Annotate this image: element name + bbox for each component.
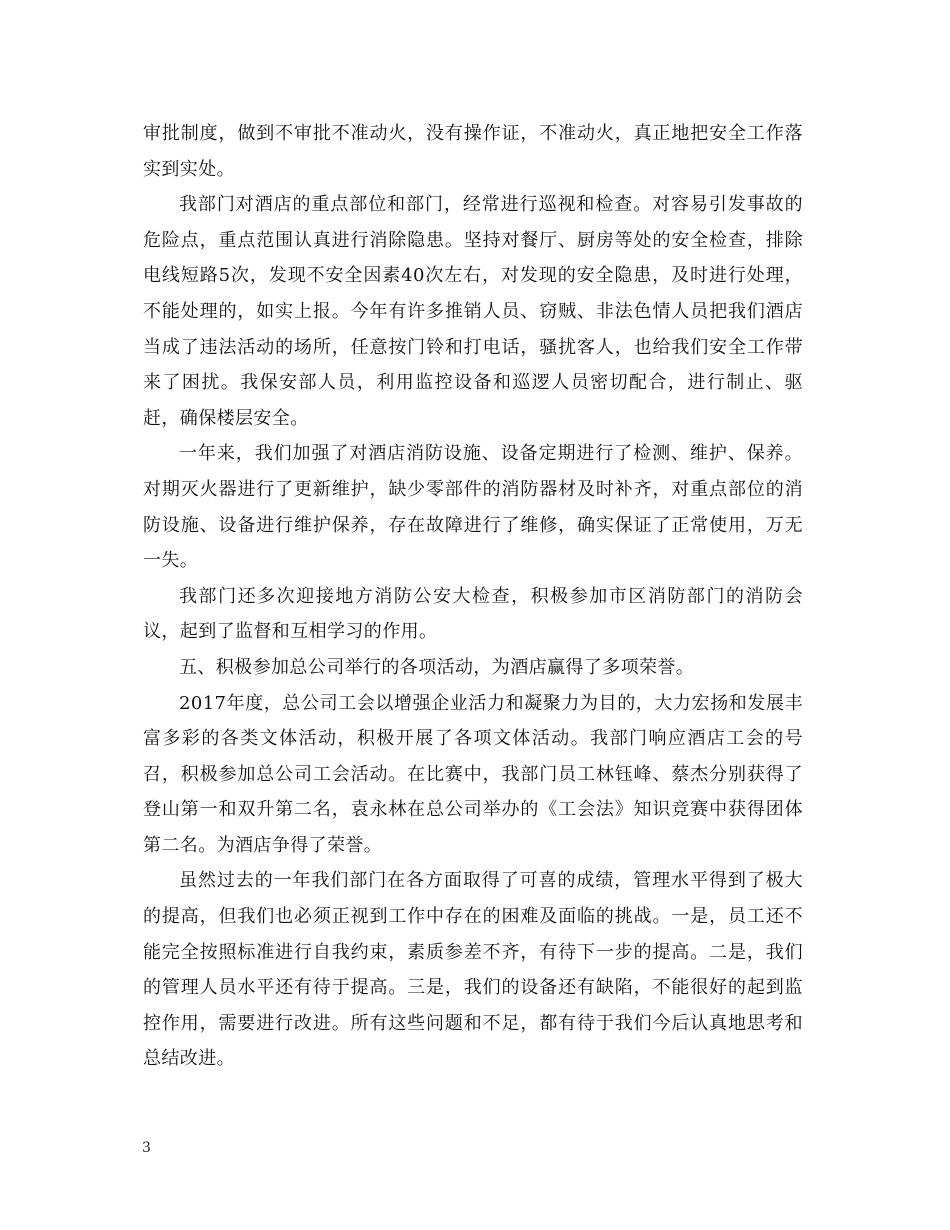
paragraph-7: 虽然过去的一年我们部门在各方面取得了可喜的成绩，管理水平得到了极大的提高，但我们也必须正视到工作中存在的困难及面临的挑战。一是，员工还不能完全按照标准进行自我约束，素质参差不齐，有待下一步的提高。二是，我们的管理人员水平还有待于提高。三是，我们的设备还有缺陷，不能很好的起到监控作用，需要进行改进。所有这些问题和不足，都有待于我们今后认真地思考和总结改进。 — [143, 870, 803, 1070]
paragraph-1: 审批制度，做到不审批不准动火，没有操作证，不准动火，真正地把安全工作落实到实处。 — [143, 123, 803, 180]
paragraph-3: 一年来，我们加强了对酒店消防设施、设备定期进行了检测、维护、保养。对期灭火器进行了更新维护，缺少零部件的消防器材及时补齐，对重点部位的消防设施、设备进行维护保养，存在故障进行了维修，确实保证了正常使用，万无一失。 — [143, 443, 803, 572]
document-body — [143, 116, 803, 1077]
page-number: 3 — [142, 1140, 151, 1156]
paragraph-4: 我部门还多次迎接地方消防公安大检查，积极参加市区消防部门的消防会议，起到了监督和互相学习的作用。 — [143, 585, 803, 643]
paragraph-6: 2017年度，总公司工会以增强企业活力和凝聚力为目的，大力宏扬和发展丰富多彩的各类文体活动，积极开展了各项文体活动。我部门响应酒店工会的号召，积极参加总公司工会活动。在比赛中，我部门员工林钰峰、蔡杰分别获得了登山第一和双升第二名，袁永林在总公司举办的《工会法》知识竞赛中获得团体第二名。为酒店争得了荣誉。 — [143, 692, 803, 856]
paragraph-5-section-heading: 五、积极参加总公司举行的各项活动，为酒店赢得了多项荣誉。 — [179, 656, 695, 678]
paragraph-2: 我部门对酒店的重点部位和部门，经常进行巡视和检查。对容易引发事故的危险点，重点范围认真进行消除隐患。坚持对餐厅、厨房等处的安全检查，排除电线短路5次，发现不安全因素40次左右，对发现的安全隐患，及时进行处理，不能处理的，如实上报。今年有许多推销人员、窃贼、非法色情人员把我们酒店当成了违法活动的场所，任意按门铃和打电话，骚扰客人，也给我们安全工作带来了困扰。我保安部人员，利用监控设备和巡逻人员密切配合，进行制止、驱赶，确保楼层安全。 — [143, 194, 803, 429]
